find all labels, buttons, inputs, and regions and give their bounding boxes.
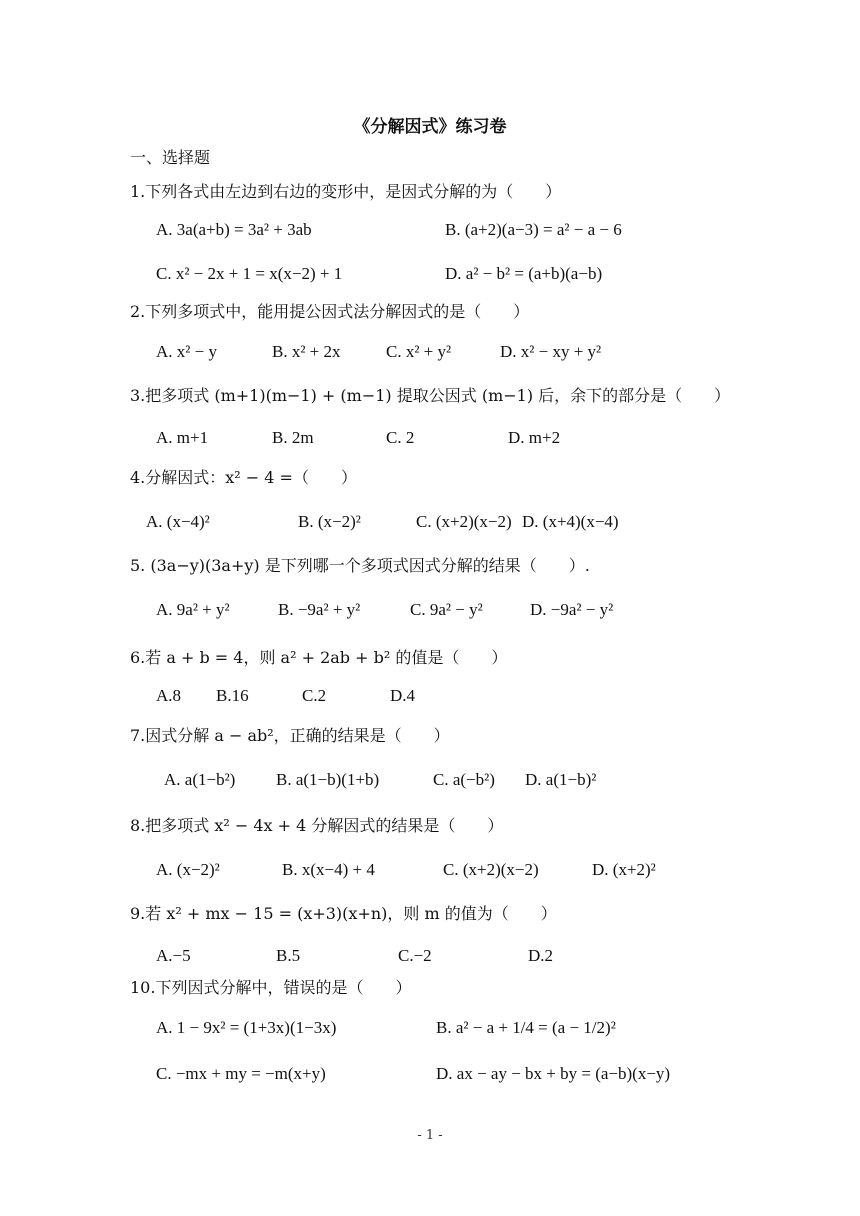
question-5-option-c: C. 9a² − y²	[410, 600, 483, 619]
question-7-option-a: A. a(1−b²)	[164, 770, 236, 789]
question-6-option-c: C.2	[302, 686, 327, 705]
question-3-option-d: D. m+2	[508, 428, 561, 447]
question-1-option-c: C. x² − 2x + 1 = x(x−2) + 1	[156, 264, 343, 283]
page-title: 《分解因式》练习卷	[353, 117, 507, 137]
question-1-stem: 1.下列各式由左边到右边的变形中，是因式分解的为（ ）	[130, 182, 562, 201]
question-5-option-b: B. −9a² + y²	[278, 600, 361, 619]
question-8-option-c: C. (x+2)(x−2)	[443, 860, 539, 879]
question-8-option-a: A. (x−2)²	[156, 860, 220, 879]
question-3-option-c: C. 2	[386, 428, 415, 447]
question-5-option-d: D. −9a² − y²	[530, 600, 614, 619]
question-1-option-b: B. (a+2)(a−3) = a² − a − 6	[445, 220, 622, 239]
question-6-option-a: A.8	[156, 686, 182, 705]
question-3-option-a: A. m+1	[156, 428, 209, 447]
question-3-option-b: B. 2m	[272, 428, 314, 447]
question-2-stem: 2.下列多项式中，能用提公因式法分解因式的是（ ）	[130, 302, 530, 321]
question-9-stem: 9.若 x² + mx − 15 = (x+3)(x+n)，则 m 的值为（ ）	[130, 904, 557, 923]
question-6-option-b: B.16	[216, 686, 249, 705]
question-10-option-b: B. a² − a + 1/4 = (a − 1/2)²	[436, 1018, 616, 1037]
question-2-option-c: C. x² + y²	[386, 342, 452, 361]
question-9-option-b: B.5	[276, 946, 301, 965]
question-7-option-d: D. a(1−b)²	[525, 770, 597, 789]
question-9-option-a: A.−5	[156, 946, 191, 965]
question-2-option-a: A. x² − y	[156, 342, 217, 361]
question-1-option-d: D. a² − b² = (a+b)(a−b)	[445, 264, 603, 283]
question-4-stem: 4.分解因式：x² − 4 =（ ）	[130, 468, 357, 487]
question-1-option-a: A. 3a(a+b) = 3a² + 3ab	[156, 220, 312, 239]
question-4-option-a: A. (x−4)²	[146, 512, 210, 531]
question-6-stem: 6.若 a + b = 4，则 a² + 2ab + b² 的值是（ ）	[130, 648, 508, 667]
question-7-option-c: C. a(−b²)	[433, 770, 495, 789]
question-4-option-c: C. (x+2)(x−2)	[416, 512, 512, 531]
question-4-option-b: B. (x−2)²	[298, 512, 361, 531]
question-9-option-d: D.2	[528, 946, 554, 965]
question-7-stem: 7.因式分解 a − ab²，正确的结果是（ ）	[130, 726, 450, 745]
page-number: - 1 -	[417, 1128, 443, 1143]
question-2-option-b: B. x² + 2x	[272, 342, 341, 361]
question-10-option-a: A. 1 − 9x² = (1+3x)(1−3x)	[156, 1018, 337, 1037]
section-heading: 一、选择题	[130, 148, 211, 167]
question-10-option-d: D. ax − ay − bx + by = (a−b)(x−y)	[436, 1064, 671, 1083]
question-9-option-c: C.−2	[398, 946, 432, 965]
question-10-stem: 10.下列因式分解中，错误的是（ ）	[130, 978, 412, 997]
question-6-option-d: D.4	[390, 686, 416, 705]
question-8-stem: 8.把多项式 x² − 4x + 4 分解因式的结果是（ ）	[130, 816, 504, 835]
question-5-stem: 5. (3a−y)(3a+y) 是下列哪一个多项式因式分解的结果（ ）.	[130, 556, 590, 575]
question-5-option-a: A. 9a² + y²	[156, 600, 230, 619]
question-2-option-d: D. x² − xy + y²	[500, 342, 602, 361]
question-10-option-c: C. −mx + my = −m(x+y)	[156, 1064, 326, 1083]
question-7-option-b: B. a(1−b)(1+b)	[276, 770, 380, 789]
question-8-option-b: B. x(x−4) + 4	[282, 860, 375, 879]
question-3-stem: 3.把多项式 (m+1)(m−1) + (m−1) 提取公因式 (m−1) 后，余下的部分是（ ）	[130, 386, 731, 405]
question-4-option-d: D. (x+4)(x−4)	[522, 512, 619, 531]
question-8-option-d: D. (x+2)²	[592, 860, 656, 879]
